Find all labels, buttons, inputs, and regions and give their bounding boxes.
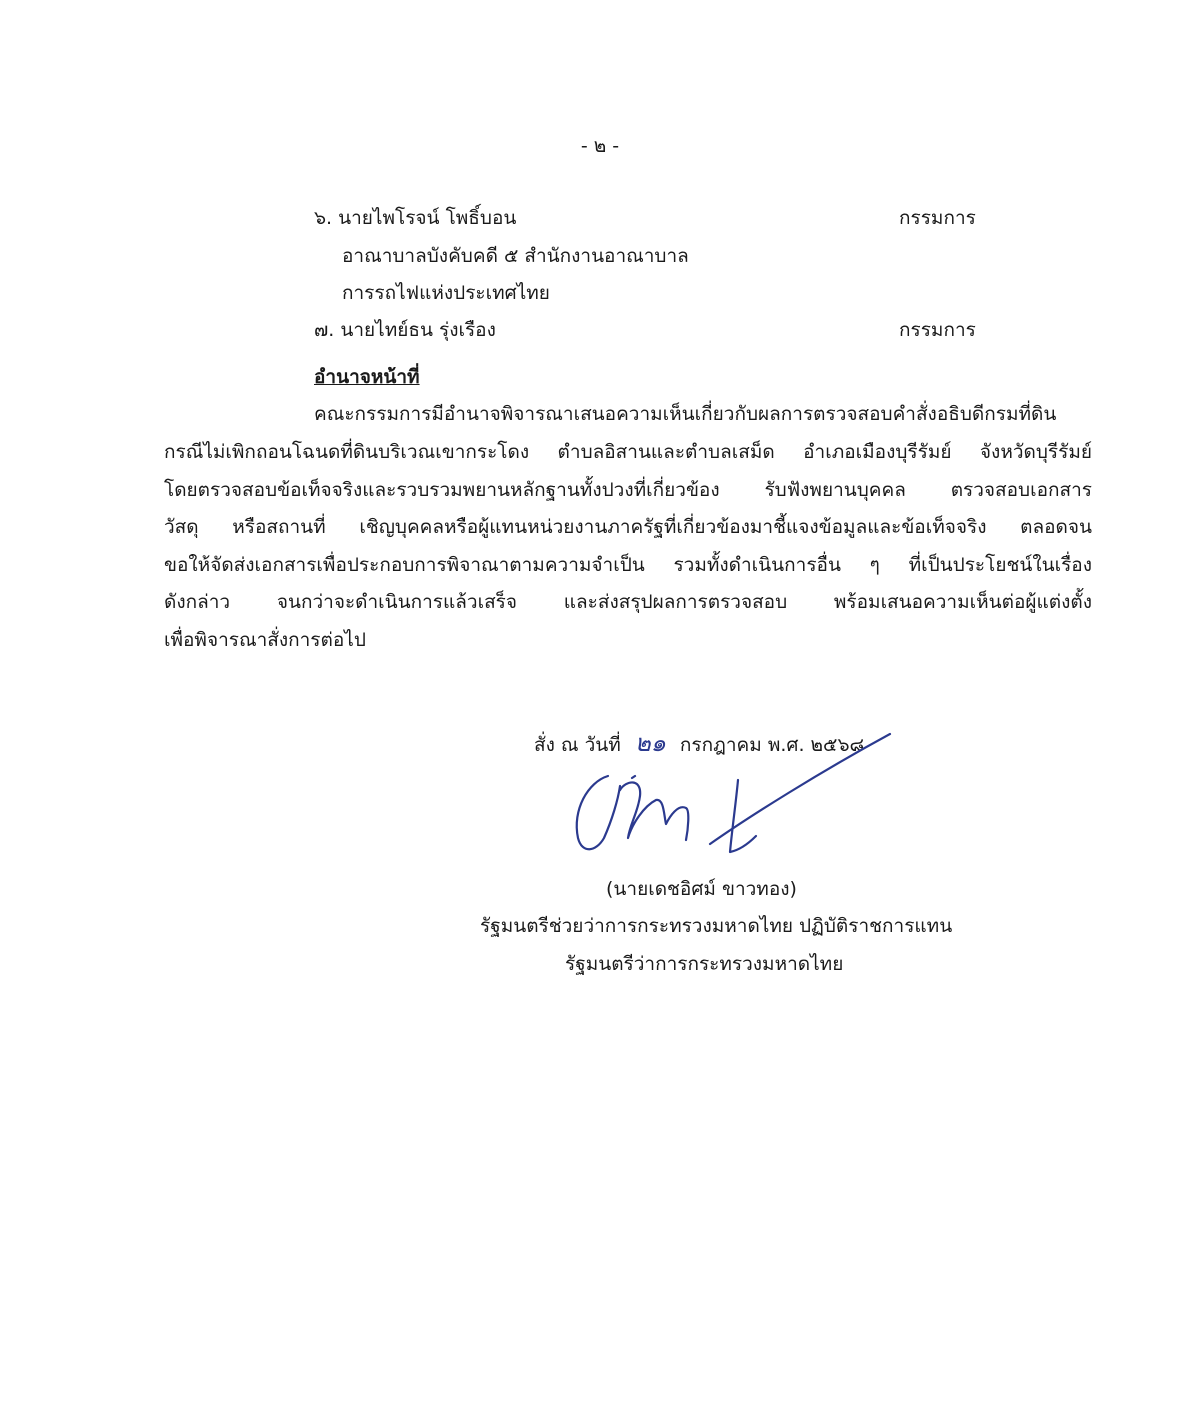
page-number: - ๒ -: [580, 135, 620, 157]
signature-stroke: [620, 782, 688, 840]
paragraph-line: ดังกล่าว จนกว่าจะดำเนินการแล้วเสร็จ และส่งสรุปผลการตรวจสอบ พร้อมเสนอความเห็นต่อผู้แต่งตั้ง: [164, 591, 1092, 613]
paragraph-line: เพื่อพิจารณาสั่งการต่อไป: [164, 629, 366, 651]
member-role: กรรมการ: [899, 207, 976, 229]
date-day: ๒๑: [634, 729, 666, 757]
member-role: กรรมการ: [899, 319, 976, 341]
date-month-year: กรกฎาคม พ.ศ. ๒๕๖๘: [679, 734, 865, 756]
signer-name: (นายเดชอิศม์ ขาวทอง): [606, 878, 797, 900]
member-detail: อาณาบาลบังคับคดี ๕ สำนักงานอาณาบาล: [342, 245, 689, 267]
paragraph-line: วัสดุ หรือสถานที่ เชิญบุคคลหรือผู้แทนหน่วยงานภาครัฐที่เกี่ยวข้องมาชี้แจงข้อมูลและข้อเท็จจริง ตลอดจน: [164, 516, 1092, 538]
signer-title: รัฐมนตรีว่าการกระทรวงมหาดไทย: [565, 953, 844, 975]
paragraph-line: ขอให้จัดส่งเอกสารเพื่อประกอบการพิจาณาตามความจำเป็น รวมทั้งดำเนินการอื่น ๆ ที่เป็นประโยชน์ในเรื่อง: [164, 554, 1092, 576]
signer-title: รัฐมนตรีช่วยว่าการกระทรวงมหาดไทย ปฏิบัติราชการแทน: [480, 915, 953, 937]
section-heading: อำนาจหน้าที่: [314, 366, 420, 388]
member-detail: การรถไฟแห่งประเทศไทย: [342, 282, 550, 304]
handwritten-signature: [560, 720, 920, 870]
member-name: ๗. นายไทย์ธน รุ่งเรือง: [314, 319, 496, 341]
signature-stroke: [632, 776, 635, 778]
paragraph-line: โดยตรวจสอบข้อเท็จจริงและรวบรวมพยานหลักฐานทั้งปวงที่เกี่ยวข้อง รับฟังพยานบุคคล ตรวจสอบเอกสาร: [164, 479, 1092, 501]
paragraph-line: กรณีไม่เพิกถอนโฉนดที่ดินบริเวณเขากระโดง ตำบลอิสานและตำบลเสม็ด อำเภอเมืองบุรีรัมย์ จังหวัดบุรีรัมย์: [164, 441, 1092, 463]
member-name: ๖. นายไพโรจน์ โพธิ์บอน: [314, 207, 517, 229]
paragraph-line: คณะกรรมการมีอำนาจพิจารณาเสนอความเห็นเกี่ยวกับผลการตรวจสอบคำสั่งอธิบดีกรมที่ดิน: [314, 403, 1057, 425]
date-prefix: สั่ง ณ วันที่: [534, 734, 621, 756]
signature-stroke: [577, 776, 620, 849]
